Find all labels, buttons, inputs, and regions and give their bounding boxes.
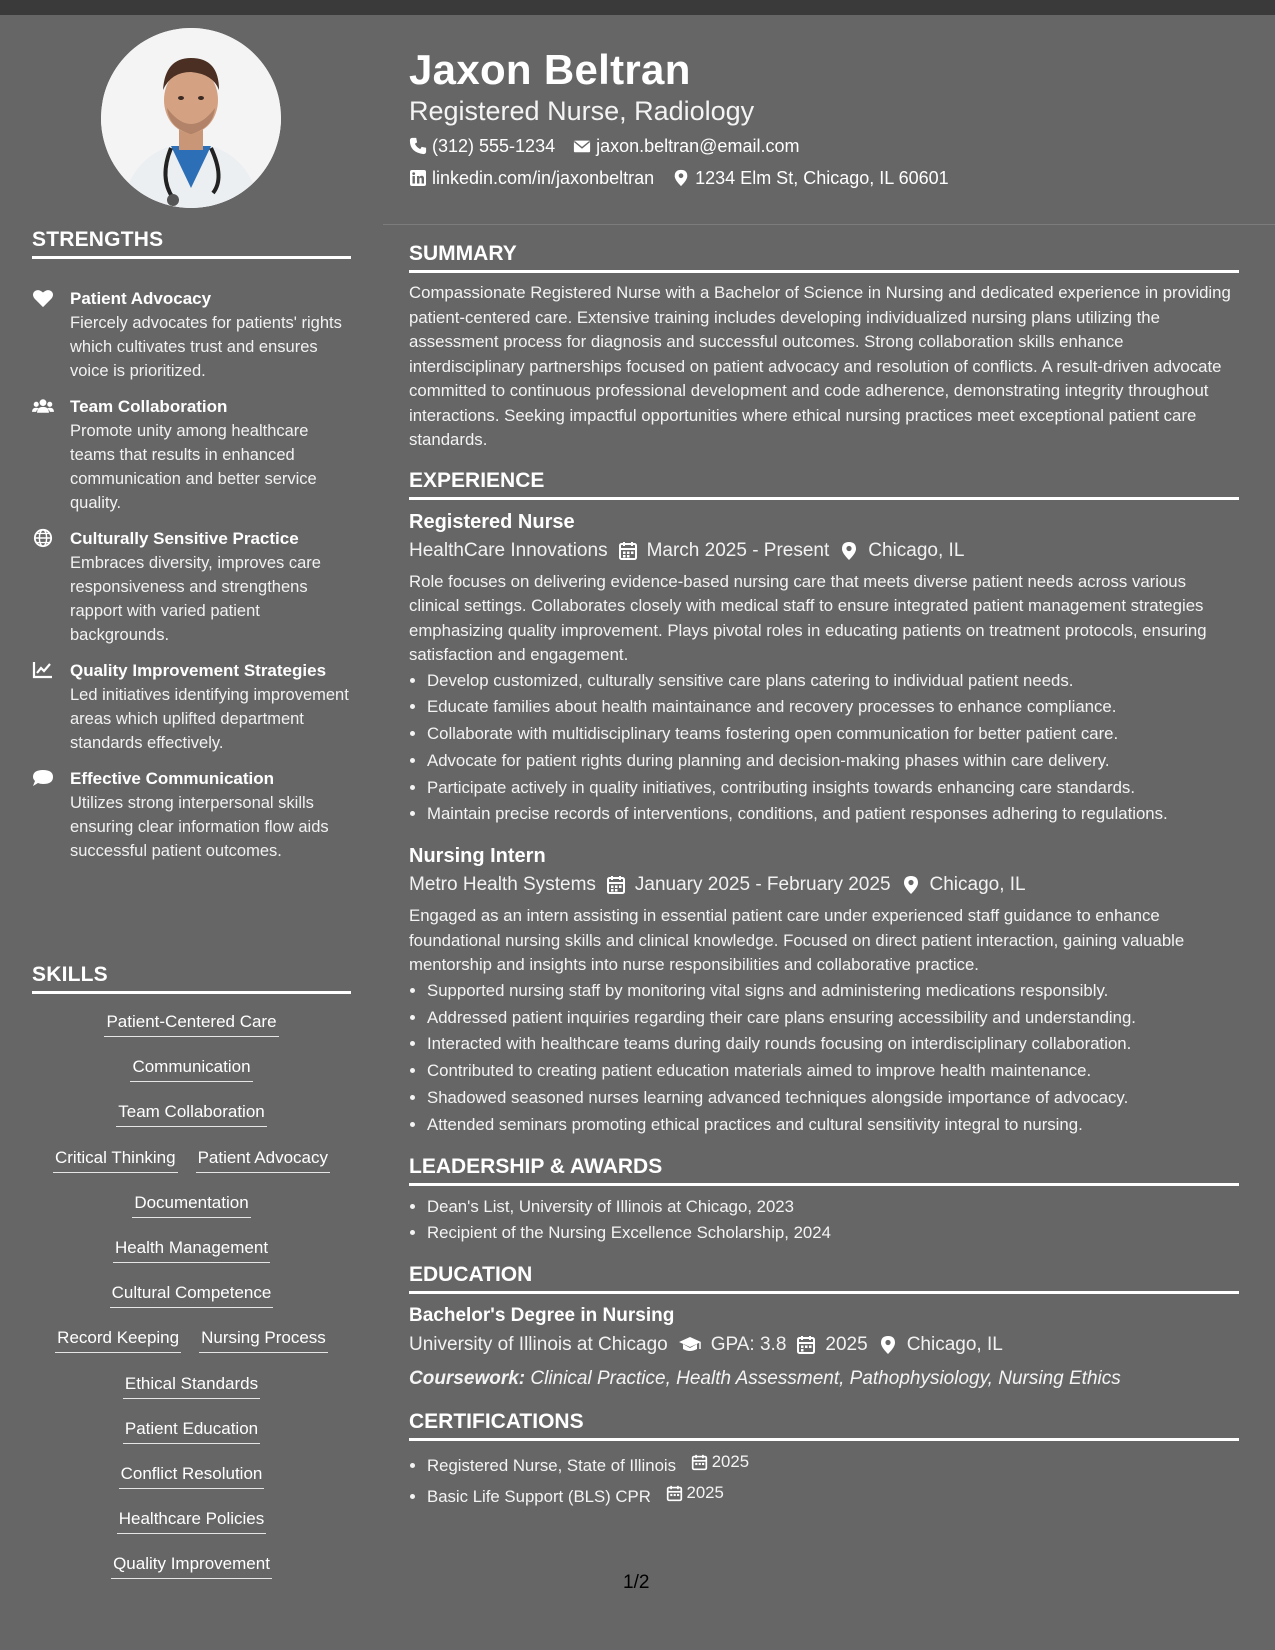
skill-row: [32, 1192, 351, 1237]
education-coursework: [409, 1364, 1239, 1394]
graduation-cap-icon: [678, 1336, 702, 1354]
users-icon: [32, 396, 54, 416]
skills-list: [32, 1011, 351, 1598]
list-item: [427, 1480, 1239, 1511]
job-bullets: [409, 668, 1239, 829]
strength-title: Quality Improvement Strategies: [70, 661, 327, 680]
avatar-photo: [101, 28, 281, 208]
linkedin-text: linkedin.com/in/jaxonbeltran: [432, 168, 655, 188]
skill-row: [32, 1282, 351, 1327]
skill-tag: Ethical Standards: [123, 1373, 260, 1399]
cert-date: [691, 1449, 749, 1476]
sidebar: [0, 15, 383, 1650]
skill-tag: Health Management: [113, 1237, 270, 1263]
education-year: [796, 1330, 867, 1360]
skill-tag: Communication: [130, 1056, 252, 1082]
skill-tag: Documentation: [132, 1192, 250, 1218]
job-dates: [606, 870, 891, 900]
coursework-label: Coursework:: [409, 1368, 526, 1390]
contact-email[interactable]: [573, 134, 799, 158]
contact-phone[interactable]: [409, 134, 555, 158]
map-pin-icon: [901, 875, 921, 895]
avatar: [101, 28, 281, 208]
job-meta: [409, 536, 1239, 566]
contact-row-1: [409, 134, 799, 158]
skill-row: [32, 1101, 351, 1146]
skill-tag: Quality Improvement: [111, 1553, 272, 1579]
list-item: • Supported nursing staff by monitoring vital signs and administering medications responsibly.: [427, 978, 1239, 1005]
skill-tag: Record Keeping: [55, 1327, 181, 1353]
job-bullets: [409, 978, 1239, 1139]
candidate-role: Registered Nurse, Radiology: [409, 96, 755, 126]
summary-text: Compassionate Registered Nurse with a Bachelor of Science in Nursing and dedicated experience in providing patient-centered care. Extensive training includes developing individualized nursing plans utilizing the assessment process for diagnosis and successful outcomes. Strong collaboration skills enhance interdisciplinary partnerships focused on patient advocacy and resolution of conflicts. A result-driven advocate committed to continuous professional development and code adherence, demonstrating integrity throughout interactions. Seeking impactful opportunities where ethical nursing practices meet exceptional patient care standards.: [409, 283, 1231, 449]
main-content: [409, 240, 1239, 1511]
job-dates-text: March 2025 - Present: [646, 539, 830, 561]
list-item: • Advocate for patient rights during planning and decision-making phases within care delivery.: [427, 748, 1239, 775]
job-description: Role focuses on delivering evidence-based nursing care that meets diverse patient needs across various clinical settings. Collaborates closely with medical staff to ensure integrated patient management strategies emphasizing quality improvement. Plays pivotal roles in educating patients on treatment protocols, ensuring satisfaction and engagement.: [409, 571, 1207, 664]
contact-address: [672, 166, 949, 190]
certifications-title: CERTIFICATIONS: [409, 1408, 1239, 1441]
heart-icon: [32, 288, 54, 308]
list-item: • Educate families about health maintainance and recovery processes to enhance compliance.: [427, 694, 1239, 721]
strength-title: Team Collaboration: [70, 397, 228, 416]
strength-title: Patient Advocacy: [70, 289, 212, 308]
skill-tag: Patient Advocacy: [196, 1147, 330, 1173]
leadership-title: LEADERSHIP & AWARDS: [409, 1153, 1239, 1186]
education-year-text: 2025: [825, 1334, 868, 1356]
list-item: • Recipient of the Nursing Excellence Scholarship, 2024: [427, 1220, 1239, 1247]
envelope-icon: [573, 137, 591, 155]
strength-item: [32, 287, 352, 383]
skill-row: [32, 1056, 351, 1101]
skill-tag: Nursing Process: [199, 1327, 328, 1353]
skill-row: [32, 1327, 351, 1372]
skill-row: [32, 1011, 351, 1056]
summary-title: SUMMARY: [409, 240, 1239, 273]
job-location: [901, 870, 1026, 900]
skill-tag: Cultural Competence: [110, 1282, 274, 1308]
education-meta: [409, 1330, 1239, 1360]
job-dates: [618, 536, 830, 566]
linkedin-icon: [409, 169, 427, 187]
globe-icon: [32, 528, 54, 548]
job-location-text: Chicago, IL: [929, 874, 1026, 896]
contact-linkedin[interactable]: [409, 166, 654, 190]
job-dates-text: January 2025 - February 2025: [634, 874, 891, 896]
list-item: • Addressed patient inquiries regarding their care plans ensuring accessibility and understanding.: [427, 1005, 1239, 1032]
strength-item: [32, 527, 352, 647]
page-indicator: 1/2: [623, 1572, 650, 1593]
calendar-icon: [666, 1485, 683, 1502]
list-item: • Maintain precise records of interventions, conditions, and patient responses adhering to regulations.: [427, 801, 1239, 828]
skill-row: [32, 1418, 351, 1463]
strengths-title: STRENGTHS: [32, 228, 351, 259]
skill-tag: Patient Education: [123, 1418, 260, 1444]
skill-tag: Team Collaboration: [116, 1101, 266, 1127]
chart-line-icon: [32, 660, 54, 680]
skill-row: [32, 1463, 351, 1508]
phone-icon: [409, 137, 427, 155]
job-meta: [409, 870, 1239, 900]
cert-year: 2025: [686, 1482, 724, 1502]
header-divider: [383, 224, 1275, 225]
strength-desc: Utilizes strong interpersonal skills ensuring clear information flow aids successful patient outcomes.: [70, 794, 329, 860]
cert-date: [666, 1480, 724, 1507]
skills-title: SKILLS: [32, 963, 351, 994]
job-company: Metro Health Systems: [409, 874, 596, 896]
list-item: • Interacted with healthcare teams during daily rounds focusing on interdisciplinary collaboration.: [427, 1031, 1239, 1058]
education-gpa-text: GPA: 3.8: [710, 1334, 787, 1356]
education-location-text: Chicago, IL: [906, 1334, 1003, 1356]
map-pin-icon: [878, 1335, 898, 1355]
skill-row: [32, 1553, 351, 1598]
phone-text: (312) 555-1234: [432, 136, 556, 156]
skill-tag: Critical Thinking: [53, 1147, 178, 1173]
email-text: jaxon.beltran@email.com: [596, 136, 800, 156]
map-pin-icon: [839, 541, 859, 561]
calendar-icon: [606, 875, 626, 895]
education-title: EDUCATION: [409, 1261, 1239, 1294]
top-bar: [0, 0, 1275, 15]
strength-desc: Embraces diversity, improves care responsiveness and strengthens rapport with varied patient backgrounds.: [70, 554, 321, 644]
list-item: • Collaborate with multidisciplinary teams fostering open communication for better patient care.: [427, 721, 1239, 748]
candidate-name: Jaxon Beltran: [409, 46, 691, 93]
list-item: [427, 1449, 1239, 1480]
cert-name: Registered Nurse, State of Illinois: [427, 1456, 677, 1476]
job-title: Registered Nurse: [409, 510, 575, 533]
education-degree: Bachelor's Degree in Nursing: [409, 1305, 675, 1327]
list-item: • Shadowed seasoned nurses learning advanced techniques alongside importance of advocacy.: [427, 1085, 1239, 1112]
strength-item: [32, 767, 352, 863]
skill-tag: Patient-Centered Care: [104, 1011, 278, 1037]
strength-title: Culturally Sensitive Practice: [70, 529, 299, 548]
strength-desc: Led initiatives identifying improvement areas which uplifted department standards effectively.: [70, 686, 349, 752]
strength-item: [32, 395, 352, 515]
strengths-list: [32, 287, 352, 875]
list-item: • Participate actively in quality initiatives, contributing insights towards enhancing care standards.: [427, 775, 1239, 802]
skill-row: [32, 1373, 351, 1418]
list-item: • Contributed to creating patient education materials aimed to improve health maintenance.: [427, 1058, 1239, 1085]
strength-desc: Fiercely advocates for patients' rights which cultivates trust and ensures voice is prioritized.: [70, 314, 342, 380]
calendar-icon: [691, 1454, 708, 1471]
strength-item: [32, 659, 352, 755]
list-item: • Develop customized, culturally sensitive care plans catering to individual patient needs.: [427, 668, 1239, 695]
job-company: HealthCare Innovations: [409, 539, 608, 561]
education-school: University of Illinois at Chicago: [409, 1334, 668, 1356]
job-title: Nursing Intern: [409, 845, 546, 868]
certifications-list: [409, 1449, 1239, 1510]
list-item: • Dean's List, University of Illinois at Chicago, 2023: [427, 1194, 1239, 1221]
job-location-text: Chicago, IL: [868, 539, 965, 561]
job-location: [839, 536, 964, 566]
education-gpa: [678, 1330, 787, 1360]
skill-row: [32, 1237, 351, 1282]
skill-tag: Healthcare Policies: [117, 1508, 267, 1534]
list-item: • Attended seminars promoting ethical practices and cultural sensitivity integral to nursing.: [427, 1112, 1239, 1139]
experience-title: EXPERIENCE: [409, 467, 1239, 500]
education-location: [878, 1330, 1003, 1360]
job-description: Engaged as an intern assisting in essential patient care under experienced staff guidance to enhance foundational nursing skills and clinical knowledge. Focused on direct patient interaction, gaining valuable mentorship and insights into nurse responsibilities and collaborative practice.: [409, 906, 1185, 975]
address-text: 1234 Elm St, Chicago, IL 60601: [695, 168, 949, 188]
strength-desc: Promote unity among healthcare teams that results in enhanced communication and better service quality.: [70, 422, 317, 512]
cert-name: Basic Life Support (BLS) CPR: [427, 1486, 651, 1506]
calendar-icon: [618, 541, 638, 561]
skill-row: [32, 1508, 351, 1553]
contact-row-2: [409, 166, 949, 190]
calendar-icon: [796, 1335, 816, 1355]
strength-title: Effective Communication: [70, 769, 275, 788]
cert-year: 2025: [711, 1452, 750, 1472]
map-pin-icon: [672, 169, 690, 187]
comment-icon: [32, 768, 54, 788]
coursework-text: Clinical Practice, Health Assessment, Pathophysiology, Nursing Ethics: [530, 1368, 1121, 1390]
skill-row: [32, 1147, 351, 1192]
leadership-list: [409, 1194, 1239, 1248]
skill-tag: Conflict Resolution: [119, 1463, 265, 1489]
